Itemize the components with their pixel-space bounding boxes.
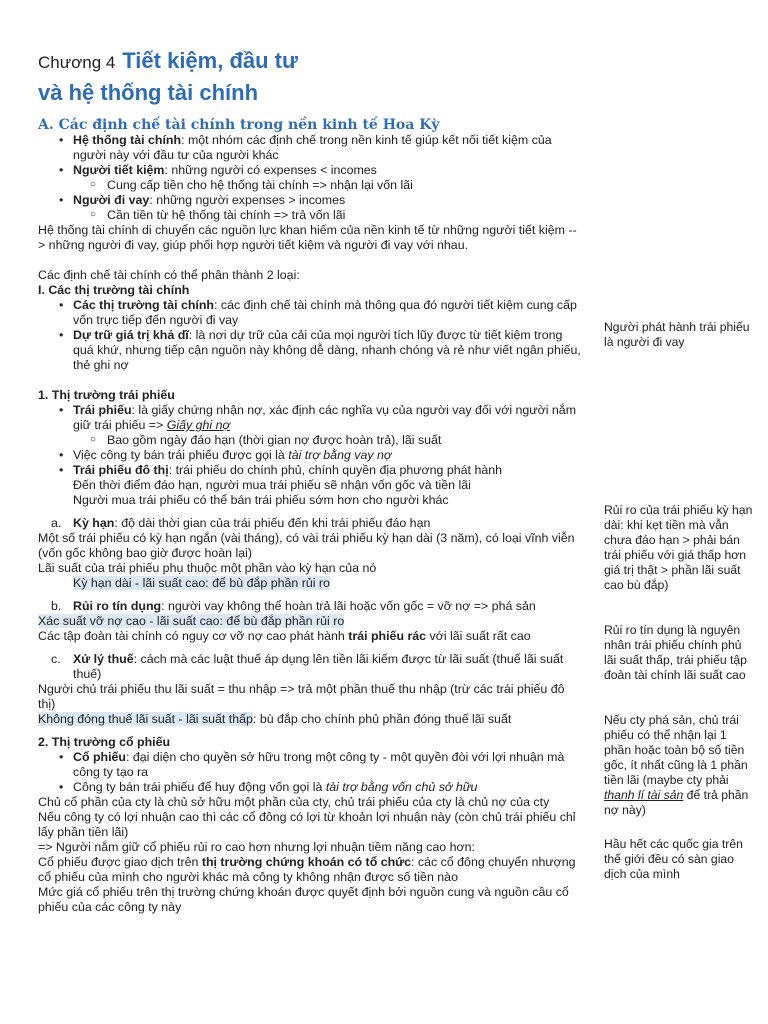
section-i-heading: I. Các thị trường tài chính [38, 283, 190, 297]
title-line-1: Tiết kiệm, đầu tư [122, 48, 298, 73]
margin-note-3: Rủi ro tín dụng là nguyên nhân trái phiếu chính phủ lãi suất thấp, trái phiếu tập đoàn tài chính lãi suất cao [604, 623, 747, 682]
item-c-tax: c. Xử lý thuế: cách mà các luật thuế áp dụng lên tiền lãi kiếm được từ lãi suất (thuế lãi suất thuế) [51, 652, 564, 681]
paragraph: Một số trái phiếu có kỳ hạn ngắn (vài tháng), có vài trái phiếu kỳ hạn dài (3 năm), có loại vĩnh viễn (vốn gốc không bao giờ được hoàn lại) [38, 531, 575, 560]
paragraph: Lãi suất của trái phiếu phụ thuộc một phần vào kỳ hạn của nó [38, 561, 377, 575]
paragraph: Cổ phiếu được giao dịch trên thị trường chứng khoán có tổ chức: các cổ đông chuyển nhượng cổ phiếu của mình cho người khác mà công ty không nhận được số tiền nào [38, 855, 576, 884]
title-line-2: và hệ thống tài chính [38, 80, 259, 105]
highlight-line: Không đóng thuế lãi suất - lãi suất thấp: bù đắp cho chính phủ phần đóng thuế lãi suất [38, 712, 512, 726]
margin-note-4: Nếu cty phá sản, chủ trái phiếu có thể nhận lại 1 phần hoặc toàn bộ số tiền gốc, ít nhất cũng là 1 phần tiền lãi (maybe cty phải thanh lí tài sản để trả phần nợ này) [604, 713, 749, 817]
highlight-line: Xác suất vỡ nợ cao - lãi suất cao: để bù đắp phần rủi ro [38, 614, 345, 628]
sub-list-item: ○ Cung cấp tiền cho hệ thống tài chính => nhận lại vốn lãi [38, 178, 583, 193]
paragraph: Các tập đoàn tài chính có nguy cơ vỡ nợ cao phát hành trái phiếu rác với lãi suất rất cao [38, 629, 531, 643]
section-a-heading: A. Các định chế tài chính trong nền kinh tế Hoa Kỳ [38, 117, 440, 133]
list-item: • Cổ phiếu: đại diện cho quyền sở hữu trong một công ty - một quyền đòi với lợi nhuận mà công ty tạo ra [38, 750, 583, 780]
list-item: • Trái phiếu đô thị: trái phiếu do chính phủ, chính quyền địa phương phát hành Đến thời điểm đáo hạn, người mua trái phiếu sẽ nhận vốn gốc và tiền lãi Người mua trái phiếu có thể bán trái phiếu sớm hơn cho người khác [38, 463, 583, 508]
list-item: • Việc công ty bán trái phiếu được gọi là tài trợ bằng vay nợ [38, 448, 583, 463]
item-b-credit-risk: b. Rủi ro tín dụng: người vay không thể hoàn trả lãi hoặc vốn gốc = vỡ nợ => phá sản [51, 599, 536, 613]
sub-list-item: ○ Cần tiền từ hệ thống tài chính => trả vốn lãi [38, 208, 583, 223]
margin-note-1: Người phát hành trái phiếu là người đi vay [604, 320, 750, 349]
paragraph: Người chủ trái phiếu thu lãi suất = thu nhập => trả một phần thuế thu nhập (trừ các trái phiếu đô thị) [38, 682, 565, 711]
list-item: • Công ty bán trái phiếu để huy động vốn gọi là tài trợ bằng vốn chủ sở hữu [38, 780, 583, 795]
paragraph: Hệ thống tài chính di chuyển các nguồn lực khan hiếm của nền kinh tế từ những người tiết kiệm --> những người đi vay, giúp phối hợp người tiết kiệm và người đi vay với nhau. [38, 223, 577, 252]
bond-market-heading: 1. Thị trường trái phiếu [38, 388, 175, 402]
list-item: • Hệ thống tài chính: một nhóm các định chế trong nền kinh tế giúp kết nối tiết kiệm của người này với đầu tư của người khác [38, 133, 583, 163]
paragraph: Nếu công ty có lợi nhuận cao thì các cổ đông có lợi từ khoản lợi nhuận này (còn chủ trái phiếu chỉ lấy phần tiền lãi) [38, 810, 576, 839]
sub-list-item: ○ Bao gồm ngày đáo hạn (thời gian nợ được hoàn trả), lãi suất [38, 433, 583, 448]
margin-note-2: Rủi ro của trái phiếu kỳ hạn dài: khi kẹt tiền mà vẫn chưa đáo hạn > phải bán trái phiếu với giá thấp hơn giá trị thật > phần lãi suất cao bù đắp) [604, 503, 753, 592]
highlight-line: Kỳ hạn dài - lãi suất cao: để bù đắp phần rủi ro [73, 576, 330, 590]
paragraph: Mức giá cổ phiếu trên thị trường chứng khoán được quyết định bởi nguồn cung và nguồn cầu cổ phiếu của các công ty này [38, 885, 569, 914]
paragraph: Chủ cổ phần của cty là chủ sở hữu một phần của cty, chủ trái phiếu của cty là chủ nợ của cty [38, 795, 550, 809]
list-item: • Người tiết kiệm: những người có expenses < incomes [38, 163, 583, 178]
document-body [38, 46, 583, 915]
margin-note-5: Hầu hết các quốc gia trên thế giới đều có sàn giao dịch của mình [604, 837, 743, 881]
list-item: • Dự trữ giá trị khả dĩ: là nơi dự trữ của cải của mọi người tích lũy được từ tiết kiệm trong quá khứ, nhưng tiếp cận nguồn này không dễ dàng, nhanh chóng và rẻ như viết ngân phiếu, thẻ ghi nợ [38, 328, 583, 373]
chapter-number: Chương 4 [38, 53, 116, 72]
item-a-term: a. Kỳ hạn: độ dài thời gian của trái phiếu đến khi trái phiếu đáo hạn [51, 516, 431, 530]
list-item: • Người đi vay: những người expenses > incomes [38, 193, 583, 208]
list-item: • Các thị trường tài chính: các định chế tài chính mà thông qua đó người tiết kiệm cung cấp vốn trực tiếp đến người đi vay [38, 298, 583, 328]
paragraph: Các định chế tài chính có thể phân thành 2 loại: [38, 268, 300, 282]
chapter-title [38, 46, 583, 108]
stock-market-heading: 2. Thị trường cổ phiếu [38, 735, 171, 749]
list-item: • Trái phiếu: là giấy chứng nhận nợ, xác định các nghĩa vụ của người vay đối với người nắm giữ trái phiếu => Giấy ghi nợ [38, 403, 583, 433]
paragraph: => Người nắm giữ cổ phiếu rủi ro cao hơn nhưng lợi nhuận tiềm năng cao hơn: [38, 840, 475, 854]
